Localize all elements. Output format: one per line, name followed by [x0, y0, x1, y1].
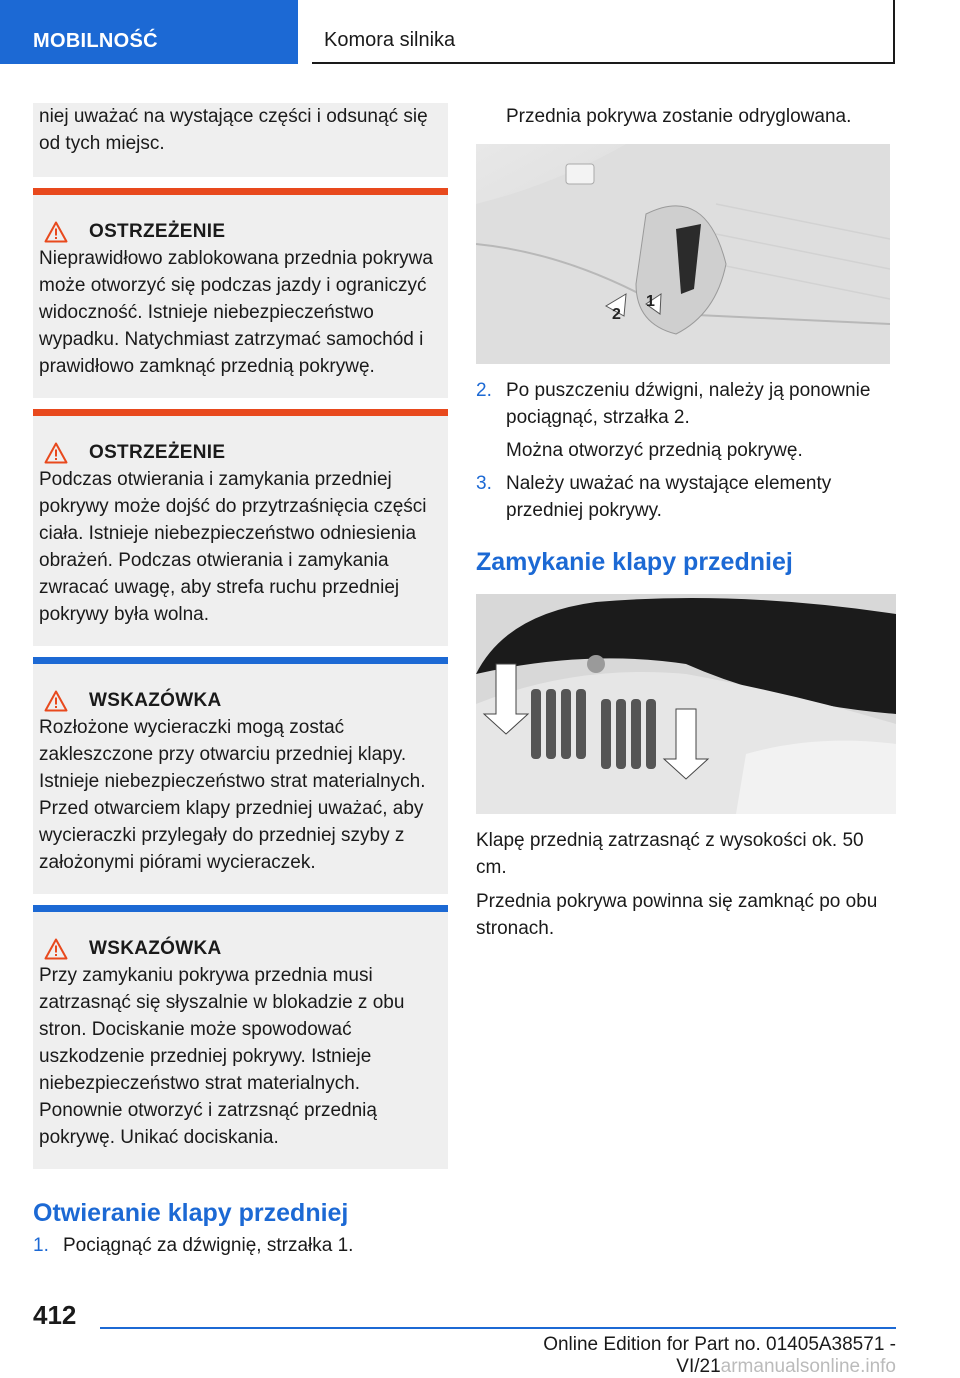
- section-title-opening: Otwieranie klapy przedniej: [33, 1199, 349, 1227]
- alert-title: OSTRZEŻENIE: [89, 221, 226, 242]
- closing-hood-figure: [476, 594, 896, 814]
- step-3: [476, 470, 896, 524]
- right-column: [476, 103, 896, 942]
- warning-triangle-icon: [44, 221, 68, 243]
- chapter-title: Komora silnika: [312, 0, 895, 64]
- step-2: [476, 377, 896, 431]
- left-column: [33, 103, 448, 1259]
- arrow-label-1: 1: [646, 293, 655, 310]
- alert-title: OSTRZEŻENIE: [89, 442, 226, 463]
- alert-header: [39, 439, 440, 466]
- section-title-closing: Zamykanie klapy przedniej: [476, 548, 793, 576]
- step-number: 2.: [476, 380, 492, 401]
- footer-rule: [100, 1327, 896, 1329]
- alert-warning-2: [33, 409, 448, 646]
- watermark-text: armanualsonline.info: [720, 1356, 896, 1377]
- page-number: 412: [33, 1300, 77, 1330]
- warning-bar: [33, 409, 448, 416]
- hood-release-lever-figure: [476, 144, 890, 364]
- step-number: 3.: [476, 473, 492, 494]
- notice-bar: [33, 905, 448, 912]
- closing-paragraph-2: Przednia pokrywa powinna się zamknąć po obu stronach.: [476, 891, 878, 939]
- alert-text: Podczas otwierania i zamykania przedniej pokrywy może dojść do przytrzaśnięcia części ciała. Istnieje niebezpieczeństwo odniesienia obrażeń. Podczas otwierania i zamykania zwracać uwagę, aby strefa ruchu przedniej pokrywy była wolna.: [39, 469, 427, 625]
- alert-warning-1: [33, 188, 448, 398]
- alert-header: [39, 935, 440, 962]
- alert-title: WSKAZÓWKA: [89, 690, 222, 711]
- alert-text: Rozłożone wycieraczki mogą zostać zakleszczone przy otwarciu przedniej klapy. Istnieje niebezpieczeństwo strat materialnych. Przed otwarciem klapy przedniej uważać, aby wycieraczki przylegały do przedniej szyby z założonymi piórami wycieraczek.: [39, 717, 426, 873]
- arrow-label-2: 2: [612, 306, 621, 323]
- step-text: Po puszczeniu dźwigni, należy ją ponownie pociągnąć, strzałka 2.: [506, 380, 871, 428]
- alert-notice-2: [33, 905, 448, 1169]
- step-1-result: Przednia pokrywa zostanie odryglowana.: [506, 106, 852, 127]
- closing-paragraph-1: Klapę przednią zatrzasnąć z wysokości ok. 50 cm.: [476, 830, 864, 878]
- alert-header: [39, 687, 440, 714]
- step-2-result: Można otworzyć przednią pokrywę.: [506, 440, 803, 461]
- notice-bar: [33, 657, 448, 664]
- step-text: Pociągnąć za dźwignię, strzałka 1.: [63, 1235, 354, 1256]
- continued-note-text: niej uważać na wystające części i odsunąć się od tych miejsc.: [39, 106, 428, 154]
- warning-bar: [33, 188, 448, 195]
- edition-text: Online Edition for Part no. 01405A38571 - VI/21: [543, 1334, 896, 1377]
- footer: [330, 1334, 896, 1378]
- alert-text: Nieprawidłowo zablokowana przednia pokrywa może otworzyć się podczas jazdy i ograniczyć widoczność. Istnieje niebezpieczeństwo wypadku. Natychmiast zatrzymać samochód i prawidłowo zamknąć przednią pokrywę.: [39, 248, 433, 377]
- alert-notice-1: [33, 657, 448, 894]
- alert-text: Przy zamykaniu pokrywa przednia musi zatrzasnąć się słyszalnie w blokadzie z obu stron. Dociskanie może spowodować uszkodzenie przedniej pokrywy. Istnieje niebezpieczeństwo strat materialnych. Ponownie otworzyć i zatrzsnąć przednią pokrywę. Unikać dociskania.: [39, 965, 405, 1148]
- warning-triangle-icon: [44, 938, 68, 960]
- step-1: [33, 1232, 448, 1259]
- warning-triangle-icon: [44, 442, 68, 464]
- step-number: 1.: [33, 1235, 49, 1256]
- step-text: Należy uważać na wystające elementy przedniej pokrywy.: [506, 473, 832, 521]
- alert-title: WSKAZÓWKA: [89, 938, 222, 959]
- continued-note: [33, 103, 448, 177]
- warning-triangle-icon: [44, 690, 68, 712]
- alert-header: [39, 218, 440, 245]
- section-tab: MOBILNOŚĆ: [0, 0, 298, 64]
